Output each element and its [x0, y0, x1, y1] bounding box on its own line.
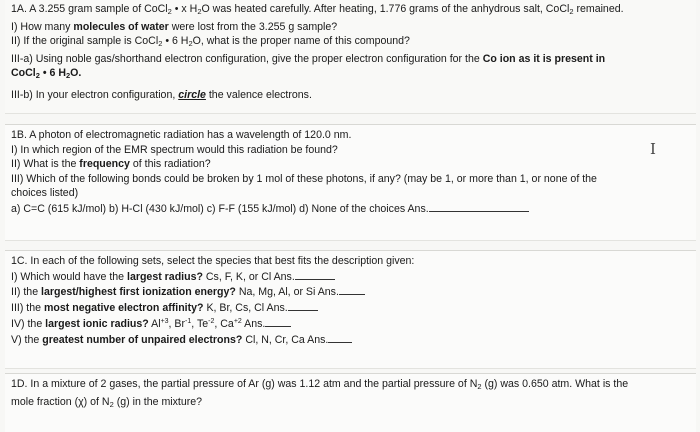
q1c-part-4: IV) the largest ionic radius? $Al^{+3}$, $Br^{-1}$, $Te^{-2}$, $Ca^{+2}$ Ans.: [5, 315, 696, 332]
text-cursor-icon: I: [650, 140, 656, 158]
q1d-line-2: mole fraction (χ) of $N_2$ (g) in the mixture?: [11, 395, 203, 409]
answer-blank[interactable]: [265, 316, 291, 327]
q1c-part-5: V) the greatest number of unpaired electrons? Cl, N, Cr, Ca Ans.: [5, 332, 696, 348]
q1b-title: 1B. A photon of electromagnetic radiation has a wavelength of 120.0 nm.: [11, 129, 352, 141]
q1c-title: 1C. In each of the following sets, select the species that best fits the description given:: [11, 255, 415, 267]
q1a-part-3b: III-b) In your electron configuration, circle the valence electrons.: [11, 88, 312, 101]
question-1d: [5, 373, 696, 432]
question-1a: [5, 0, 696, 114]
q1c-part-1: I) Which would have the largest radius? Cs, F, K, or Cl Ans.: [5, 269, 696, 285]
q1b-part-2: II) What is the frequency of this radiation?: [11, 158, 211, 171]
q1a-part-1: I) How many molecules of water were lost from the 3.255 g sample?: [11, 20, 338, 33]
answer-blank[interactable]: [429, 201, 529, 212]
answer-blank[interactable]: [288, 300, 318, 311]
question-1b: [5, 124, 696, 241]
q1c-part-2: II) the largest/highest first ionization energy? Na, Mg, Al, or Si Ans.: [5, 284, 696, 300]
q1a-part-3a-cont: CoCl$_2$ • 6 $H_2O$.: [11, 67, 82, 81]
answer-blank[interactable]: [339, 284, 365, 295]
answer-blank[interactable]: [295, 269, 335, 280]
q1a-part-3a: III-a) Using noble gas/shorthand electron configuration, give the proper electron configuration for the Co ion as it is present in: [11, 52, 606, 65]
q1a-part-2: II) If the original sample is CoCl$_2$ • 6 $H_2O$, what is the proper name of this compound?: [11, 35, 410, 49]
q1b-part-3: III) Which of the following bonds could be broken by 1 mol of these photons, if any? (may be 1, or more than 1, or none of the: [11, 172, 597, 185]
q1b-part-4: a) C=C (615 kJ/mol) b) H-Cl (430 kJ/mol) c) F-F (155 kJ/mol) d) None of the choices Ans.: [5, 201, 696, 217]
q1d-line-1: 1D. In a mixture of 2 gases, the partial pressure of Ar (g) was 1.12 atm and the partial pressure of $N_2$ (g) was 0.650 atm. What is the: [11, 378, 629, 391]
q1c-part-3: III) the most negative electron affinity? K, Br, Cs, Cl Ans.: [5, 300, 696, 316]
q1b-part-1: I) In which region of the EMR spectrum would this radiation be found?: [11, 143, 338, 156]
q1a-title: 1A. A 3.255 gram sample of CoCl$_2$ • x $H_2O$ was heated carefully. After heating, 1.776 grams of the anhydrous salt, CoCl$_2$ remained.: [11, 3, 624, 16]
answer-blank[interactable]: [328, 332, 352, 343]
question-1c: [5, 250, 696, 369]
q1b-part-3-cont: choices listed): [11, 187, 79, 200]
